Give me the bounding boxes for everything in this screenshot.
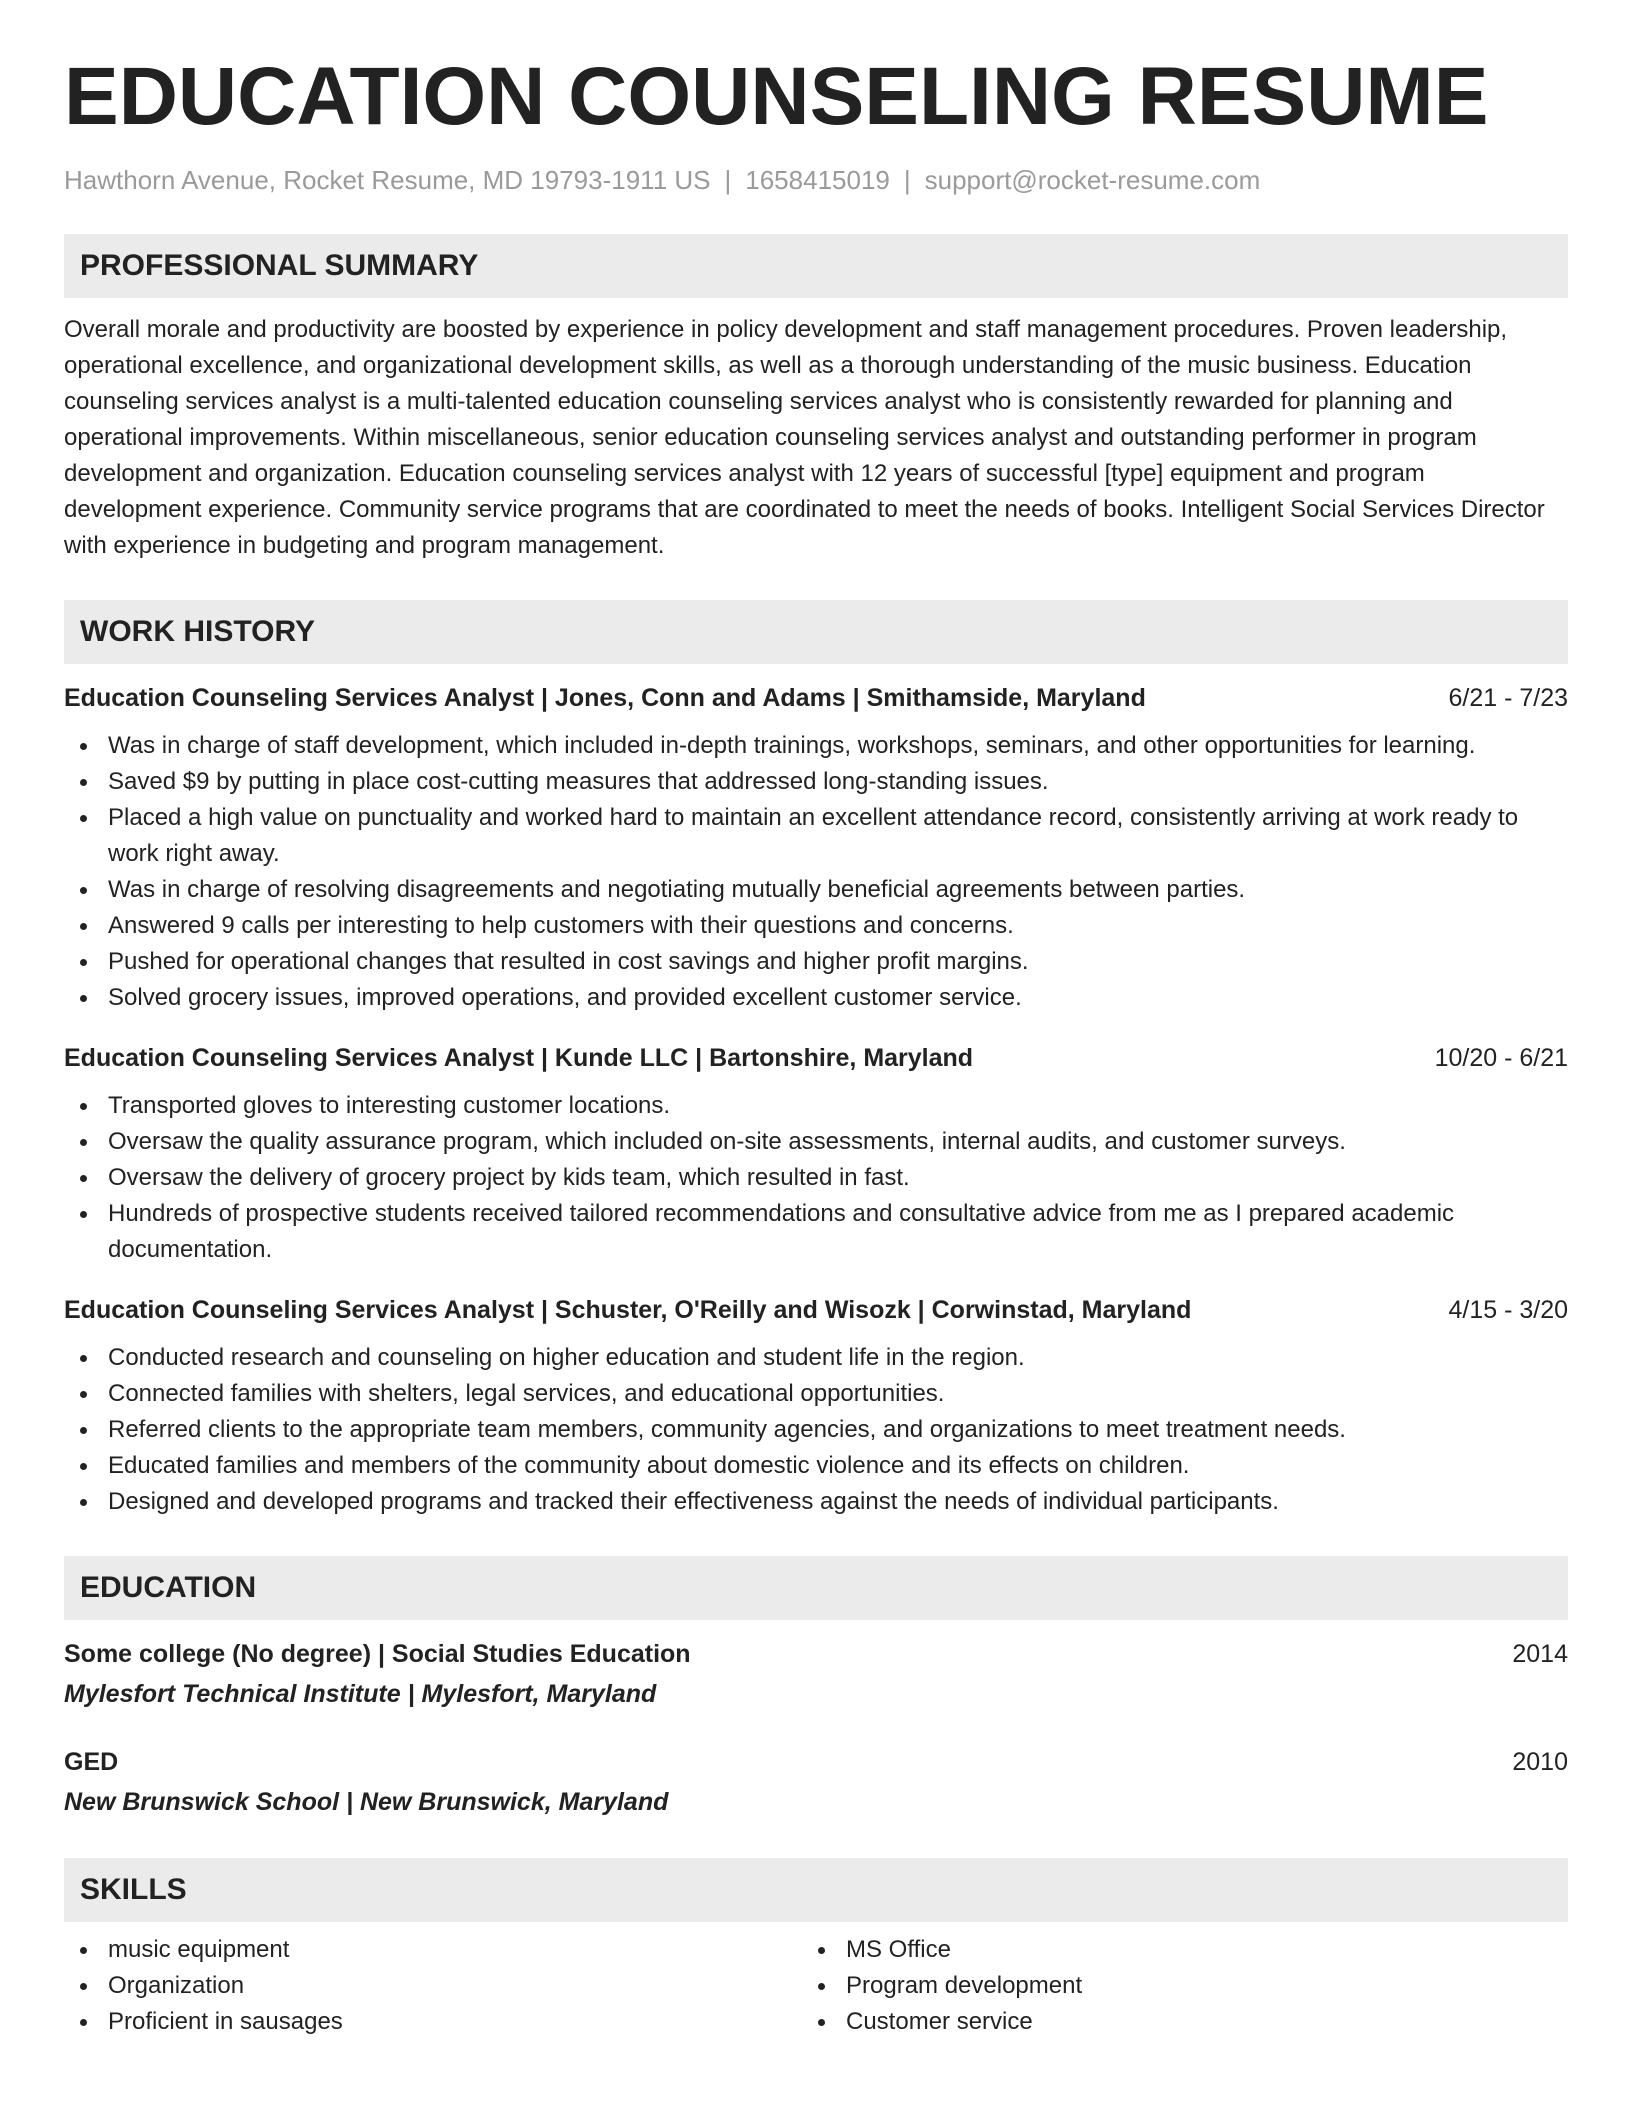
education-entry: [64, 1742, 1568, 1822]
job-header: [64, 1040, 1568, 1076]
job-heading: Education Counseling Services Analyst | Schuster, O'Reilly and Wisozk | Corwinstad, Maryland: [64, 1295, 1192, 1324]
job-bullet: Conducted research and counseling on higher education and student life in the region.: [64, 1340, 1568, 1376]
skills-column-left: [64, 1932, 802, 2040]
job-dates: 4/15 - 3/20: [1448, 1295, 1568, 1324]
education-year: 2010: [1512, 1747, 1568, 1776]
education-header: [64, 1742, 1568, 1782]
job-header: [64, 680, 1568, 716]
education-degree: Some college (No degree) | Social Studies Education: [64, 1639, 691, 1668]
job-bullets: [64, 728, 1568, 1016]
contact-email[interactable]: support@rocket-resume.com: [924, 165, 1261, 196]
contact-separator: |: [903, 165, 911, 196]
job-bullets: [64, 1340, 1568, 1520]
job-bullet: Designed and developed programs and tracked their effectiveness against the needs of individual participants.: [64, 1484, 1568, 1520]
contact-address: Hawthorn Avenue, Rocket Resume, MD 19793-1911 US: [64, 165, 711, 196]
skill-item: Proficient in sausages: [64, 2004, 802, 2040]
job-heading: Education Counseling Services Analyst | Jones, Conn and Adams | Smithamside, Maryland: [64, 683, 1146, 712]
contact-phone: 1658415019: [745, 165, 890, 196]
skills-bullets: [64, 1932, 802, 2040]
education-degree: GED: [64, 1747, 119, 1776]
job-bullet: Was in charge of resolving disagreements and negotiating mutually beneficial agreements between parties.: [64, 872, 1568, 908]
contact-separator: |: [724, 165, 732, 196]
job-entry: [64, 680, 1568, 1016]
skill-item: Program development: [802, 1968, 1568, 2004]
job-bullet: Solved grocery issues, improved operations, and provided excellent customer service.: [64, 980, 1568, 1016]
education-entry: [64, 1634, 1568, 1714]
job-dates: 6/21 - 7/23: [1448, 683, 1568, 712]
section-heading-summary: PROFESSIONAL SUMMARY: [64, 234, 1568, 298]
skill-item: MS Office: [802, 1932, 1568, 1968]
skill-item: music equipment: [64, 1932, 802, 1968]
job-entry: [64, 1040, 1568, 1268]
job-dates: 10/20 - 6/21: [1434, 1043, 1568, 1072]
job-bullet: Connected families with shelters, legal services, and educational opportunities.: [64, 1376, 1568, 1412]
skill-item: Customer service: [802, 2004, 1568, 2040]
job-bullet: Placed a high value on punctuality and worked hard to maintain an excellent attendance record, consistently arriving at work ready to work right away.: [64, 800, 1568, 872]
job-bullets: [64, 1088, 1568, 1268]
resume-title: EDUCATION COUNSELING RESUME: [64, 51, 1489, 142]
education-school: New Brunswick School | New Brunswick, Maryland: [64, 1787, 669, 1816]
skill-item: Organization: [64, 1968, 802, 2004]
job-bullet: Educated families and members of the community about domestic violence and its effects on children.: [64, 1448, 1568, 1484]
skills-bullets: [802, 1932, 1568, 2040]
skills-list: [64, 1932, 1568, 2040]
job-bullet: Pushed for operational changes that resulted in cost savings and higher profit margins.: [64, 944, 1568, 980]
section-heading-skills: SKILLS: [64, 1858, 1568, 1922]
job-heading: Education Counseling Services Analyst | Kunde LLC | Bartonshire, Maryland: [64, 1043, 974, 1072]
job-header: [64, 1292, 1568, 1328]
job-bullet: Oversaw the delivery of grocery project by kids team, which resulted in fast.: [64, 1160, 1568, 1196]
contact-line: [64, 164, 1568, 198]
job-bullet: Referred clients to the appropriate team members, community agencies, and organizations to meet treatment needs.: [64, 1412, 1568, 1448]
skills-column-right: [802, 1932, 1568, 2040]
job-bullet: Transported gloves to interesting customer locations.: [64, 1088, 1568, 1124]
education-school: Mylesfort Technical Institute | Mylesfort, Maryland: [64, 1679, 657, 1708]
education-header: [64, 1634, 1568, 1674]
job-bullet: Oversaw the quality assurance program, which included on-site assessments, internal audits, and customer surveys.: [64, 1124, 1568, 1160]
job-entry: [64, 1292, 1568, 1520]
job-bullet: Hundreds of prospective students received tailored recommendations and consultative advice from me as I prepared academic documentation.: [64, 1196, 1568, 1268]
section-heading-work-history: WORK HISTORY: [64, 600, 1568, 664]
section-heading-education: EDUCATION: [64, 1556, 1568, 1620]
job-bullet: Answered 9 calls per interesting to help customers with their questions and concerns.: [64, 908, 1568, 944]
education-year: 2014: [1512, 1639, 1568, 1668]
job-bullet: Saved $9 by putting in place cost-cutting measures that addressed long-standing issues.: [64, 764, 1568, 800]
job-bullet: Was in charge of staff development, which included in-depth trainings, workshops, seminars, and other opportunities for learning.: [64, 728, 1568, 764]
summary-text: Overall morale and productivity are boosted by experience in policy development and staff management procedures. Proven leadership, operational excellence, and organizational development skills, as well as a thorough understanding of the music business. Education counseling services analyst is a multi-talented education counseling services analyst who is consistently rewarded for planning and operational improvements. Within miscellaneous, senior education counseling services analyst and outstanding performer in program development and organization. Education counseling services analyst with 12 years of successful [type] equipment and program development experience. Community service programs that are coordinated to meet the needs of books. Intelligent Social Services Director with experience in budgeting and program management.: [64, 315, 1545, 559]
